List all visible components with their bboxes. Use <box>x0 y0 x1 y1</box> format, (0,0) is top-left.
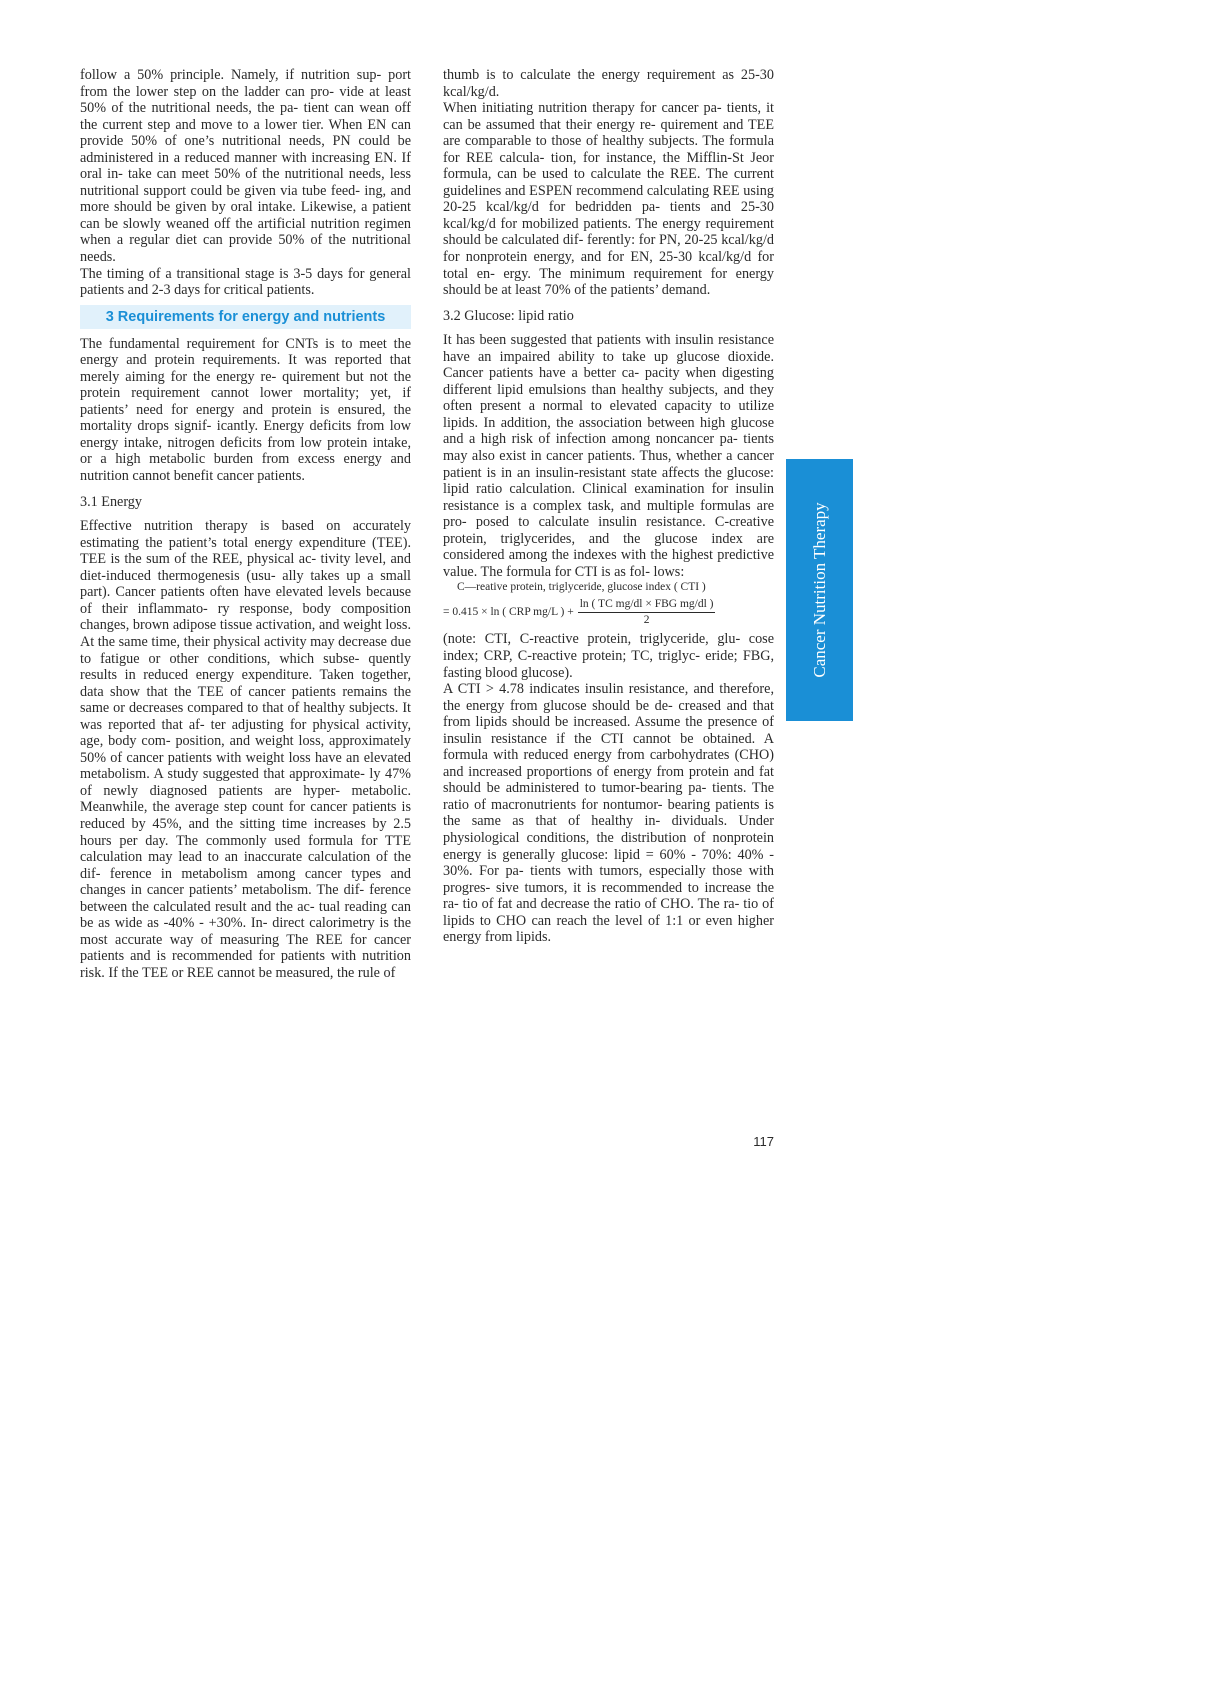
formula-lhs: = 0.415 × ln ( CRP mg/L ) + <box>443 606 574 619</box>
chapter-side-tab <box>786 459 853 721</box>
paragraph-fifty-percent-principle: follow a 50% principle. Namely, if nutrition sup- port from the lower step on the ladder can pro- vide at least 50% of the nutritional needs, the pa- tient can wean off the current step and move to a lower tier. When EN can provide 50% of one’s nutritional needs, PN could be administered in a reduced manner with increasing EN. If oral in- take can meet 50% of the nutritional needs, less nutritional support could be given via tube feed- ing, and more should be given by oral intake. Likewise, a patient can be slowly weaned off the artificial nutrition regimen when a regular diet can provide 50% of the nutritional needs. <box>80 67 411 266</box>
formula-numerator: ln ( TC mg/dl × FBG mg/dl ) <box>578 598 716 613</box>
paragraph-formula-note: (note: CTI, C-reactive protein, triglyceride, glu- cose index; CRP, C-reactive protein; TC, triglyc- eride; FBG, fasting blood glucose). <box>443 631 774 681</box>
paragraph-initiating-therapy: When initiating nutrition therapy for cancer pa- tients, it can be assumed that their energy re- quirement and TEE are comparable to those of healthy subjects. The formula for REE calcula- tion, for instance, the Mifflin-St Jeor formula, can be used to calculate the REE. The current guidelines and ESPEN recommend calculating REE using 20-25 kcal/kg/d for bedridden pa- tients and 25-30 kcal/kg/d for mobilized patients. The energy requirement should be calculated dif- ferently: for PN, 20-25 kcal/kg/d for nonprotein energy, and for EN, 25-30 kcal/kg/d for total en- ergy. The minimum requirement for energy should be at least 70% of the patients’ demand. <box>443 100 774 299</box>
subheading-glucose-lipid: 3.2 Glucose: lipid ratio <box>443 307 574 324</box>
paragraph-rule-of-thumb: thumb is to calculate the energy requirement as 25-30 kcal/kg/d. <box>443 67 774 100</box>
page-number: 117 <box>753 1134 774 1149</box>
subheading-energy: 3.1 Energy <box>80 493 142 510</box>
paragraph-fundamental-requirement: The fundamental requirement for CNTs is to meet the energy and protein requirements. It was reported that merely aiming for the energy re- quirement but not the protein requirement cannot lower mortality; yet, if patients’ need for energy and protein is ensured, the mortality drops signif- icantly. Energy deficits from low energy intake, nitrogen deficits from low protein intake, or a high metabolic burden from excess energy and nutrition cannot benefit cancer patients. <box>80 335 411 485</box>
paragraph-cti-interpretation: A CTI > 4.78 indicates insulin resistance, and therefore, the energy from glucose should be de- creased and that from lipids should be increased. Assume the presence of insulin resistance if the CTI cannot be obtained. A formula with reduced energy from carbohydrates (CHO) and increased proportions of energy from protein and fat should be administered to tumor-bearing pa- tients. The ratio of macronutrients for nontumor- bearing patients is the same as that of healthy in- dividuals. Under physiological conditions, the distribution of nonprotein energy is generally glucose: lipid = 60% - 70%: 40% - 30%. For pa- tients with tumors, especially those with progres- sive tumors, it is recommended to increase the ra- tio of fat and decrease the ratio of CHO. The ra- tio of lipids to CHO can reach the level of 1:1 or even higher energy from lipids. <box>443 681 774 946</box>
chapter-side-tab-label: Cancer Nutrition Therapy <box>809 502 829 678</box>
formula-fraction <box>578 598 716 627</box>
cti-formula <box>443 598 774 627</box>
paragraph-energy: Effective nutrition therapy is based on accurately estimating the patient’s total energy expenditure (TEE). TEE is the sum of the REE, physical ac- tivity level, and diet-induced thermogenesis (usu- ally takes up a small part). Cancer patients often have elevated levels because of their inflammato- ry response, body composition changes, brown adipose tissue activation, and weight loss. At the same time, their physical activity may decrease due to fatigue or other conditions, which subse- quently results in reduced energy expenditure. Taken together, data show that the TEE of cancer patients remains the same or decreases compared to that of healthy subjects. It was reported that af- ter adjusting for physical activity, age, body com- position, and weight loss, approximately 50% of cancer patients with weight loss have an elevated metabolism. A study suggested that approximate- ly 47% of newly diagnosed patients are hyper- metabolic. Meanwhile, the average step count for cancer patients is reduced by 45%, and the sitting time increases by 2.5 hours per day. The commonly used formula for TTE calculation may lead to an inaccurate calculation of the dif- ference in metabolism among cancer types and changes in cancer patients’ metabolism. The dif- ference between the calculated result and the ac- tual reading can be as wide as -40% - +30%. In- direct calorimetry is the most accurate way of measuring The REE for cancer patients and is recommended for patients with nutrition risk. If the TEE or REE cannot be measured, the rule of <box>80 518 411 981</box>
paragraph-transitional-timing: The timing of a transitional stage is 3-5 days for general patients and 2-3 days for critical patients. <box>80 265 411 299</box>
formula-title: C—reative protein, triglyceride, glucose index ( CTI ) <box>457 581 706 594</box>
paragraph-insulin-resistance: It has been suggested that patients with insulin resistance have an impaired ability to take up glucose dioxide. Cancer patients have a better ca- pacity when digesting different lipid emulsions than healthy subjects, and they often present a normal to elevated capacity to utilize lipids. In addition, the association between high glucose and a high risk of infection among noncancer pa- tients may also exist in cancer patients. Thus, whether a cancer patient is in an insulin-resistant state affects the glucose: lipid ratio calculation. Clinical examination for insulin resistance is a complex task, and multiple formulas are pro- posed to calculate insulin resistance. C-creative protein, triglycerides, and the glucose index are considered among the indexes with the highest predictive value. The formula for CTI is as fol- lows: <box>443 332 774 580</box>
formula-denominator: 2 <box>643 614 650 627</box>
right-column <box>443 67 774 946</box>
left-column <box>80 67 411 981</box>
section-heading: 3 Requirements for energy and nutrients <box>80 305 411 329</box>
